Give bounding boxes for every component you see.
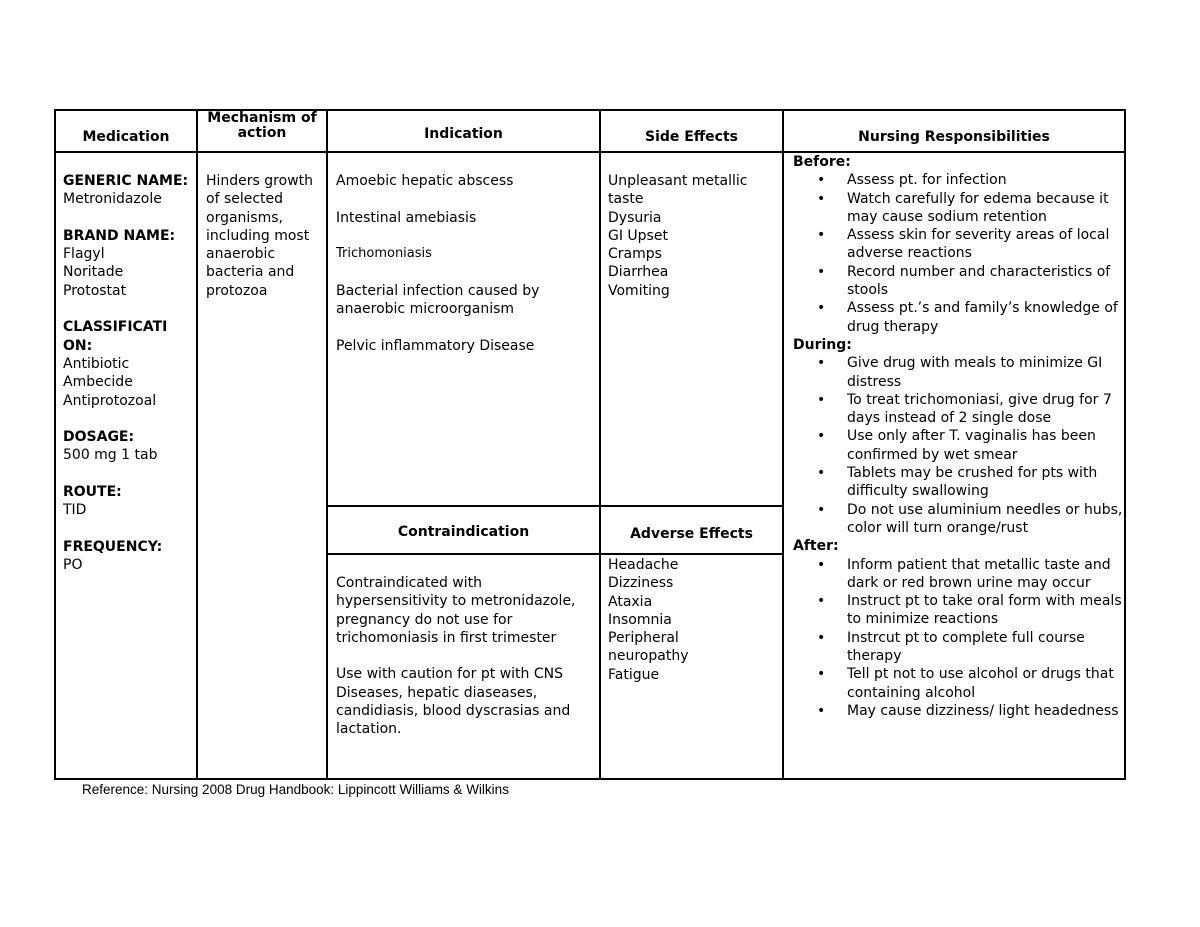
list-item: • Tablets may be crushed for pts with difficulty swallowing bbox=[793, 464, 1123, 501]
frequency-label: FREQUENCY: bbox=[63, 538, 163, 555]
side-effect-item: Diarrhea bbox=[608, 264, 669, 281]
nursing-cell bbox=[793, 153, 1123, 720]
adverse-effect-item: Ataxia bbox=[608, 593, 653, 610]
adverse-effect-item: Peripheral neuropathy bbox=[608, 630, 689, 665]
contraindication-cell bbox=[336, 574, 596, 739]
reference-citation: Reference: Nursing 2008 Drug Handbook: Lippincott Williams & Wilkins bbox=[82, 782, 509, 797]
list-item: • Assess skin for severity areas of local adverse reactions bbox=[793, 226, 1123, 263]
header-medication: Medication bbox=[82, 129, 170, 145]
adverse-effect-item: Insomnia bbox=[608, 611, 672, 628]
adverse-effect-item: Dizziness bbox=[608, 575, 674, 592]
classification-value: Antiprotozoal bbox=[63, 392, 157, 409]
brand-name-value: Noritade bbox=[63, 264, 124, 281]
classification-value: Antibiotic bbox=[63, 355, 130, 372]
dosage-label: DOSAGE: bbox=[63, 429, 135, 446]
frequency-value: PO bbox=[63, 557, 83, 574]
indication-item: Intestinal amebiasis bbox=[336, 209, 477, 226]
brand-name-value: Protostat bbox=[63, 282, 127, 299]
section-divider bbox=[326, 505, 784, 507]
list-item: • Inform patient that metallic taste and dark or red brown urine may occur bbox=[793, 556, 1123, 593]
header-mechanism: Mechanism of action bbox=[207, 110, 317, 141]
during-list bbox=[793, 354, 1123, 537]
classification-value: Ambecide bbox=[63, 374, 133, 391]
after-list bbox=[793, 556, 1123, 721]
section-divider bbox=[326, 553, 784, 555]
list-item: • Do not use aluminium needles or hubs, color will turn orange/rust bbox=[793, 501, 1123, 538]
list-item: • May cause dizziness/ light headedness bbox=[793, 702, 1123, 720]
list-item: • Watch carefully for edema because it may cause sodium retention bbox=[793, 190, 1123, 227]
column-divider bbox=[326, 109, 328, 780]
route-label: ROUTE: bbox=[63, 484, 122, 501]
list-item: • Instrcut pt to complete full course therapy bbox=[793, 629, 1123, 666]
list-item: • Instruct pt to take oral form with meals to minimize reactions bbox=[793, 592, 1123, 629]
adverse-effects-cell bbox=[608, 556, 778, 684]
side-effect-item: Cramps bbox=[608, 246, 662, 263]
indication-cell bbox=[336, 172, 596, 355]
list-item: • Give drug with meals to minimize GI distress bbox=[793, 354, 1123, 391]
after-label: After: bbox=[793, 538, 839, 555]
side-effect-item: Dysuria bbox=[608, 209, 662, 226]
brand-name-value: Flagyl bbox=[63, 246, 105, 263]
column-divider bbox=[599, 109, 601, 780]
route-value: TID bbox=[63, 502, 87, 519]
classification-label: CLASSIFICATI ON: bbox=[63, 319, 168, 354]
list-item: • Assess pt.’s and family’s knowledge of drug therapy bbox=[793, 299, 1123, 336]
indication-item: Amoebic hepatic abscess bbox=[336, 173, 514, 189]
before-label: Before: bbox=[793, 154, 851, 170]
header-side-effects: Side Effects bbox=[645, 129, 738, 145]
generic-name-value: Metronidazole bbox=[63, 191, 162, 208]
list-item: • Record number and characteristics of stools bbox=[793, 263, 1123, 300]
before-list bbox=[793, 171, 1123, 336]
header-adverse-effects: Adverse Effects bbox=[630, 526, 753, 542]
adverse-effect-item: Fatigue bbox=[608, 666, 660, 683]
mechanism-cell: Hinders growth of selected organisms, including most anaerobic bacteria and protozoa bbox=[206, 173, 314, 299]
header-contraindication: Contraindication bbox=[397, 524, 530, 540]
header-nursing-responsibilities: Nursing Responsibilities bbox=[858, 129, 1050, 145]
list-item: • Assess pt. for infection bbox=[793, 171, 1123, 189]
list-item: • Use only after T. vaginalis has been confirmed by wet smear bbox=[793, 427, 1123, 464]
indication-item: Bacterial infection caused by anaerobic microorganism bbox=[336, 282, 540, 318]
side-effect-item: GI Upset bbox=[608, 227, 668, 244]
side-effect-item: Unpleasant metallic taste bbox=[608, 173, 748, 208]
contraindication-item: Use with caution for pt with CNS Diseases, hepatic diaseases, candidiasis, blood dyscrasias and lactation. bbox=[336, 666, 571, 738]
medication-cell bbox=[63, 172, 195, 575]
side-effects-cell bbox=[608, 172, 778, 300]
list-item: • Tell pt not to use alcohol or drugs that containing alcohol bbox=[793, 665, 1123, 702]
column-divider bbox=[196, 109, 198, 780]
generic-name-label: GENERIC NAME: bbox=[63, 173, 189, 189]
indication-item: Trichomoniasis bbox=[336, 246, 432, 262]
indication-item: Pelvic inflammatory Disease bbox=[336, 337, 535, 354]
dosage-value: 500 mg 1 tab bbox=[63, 447, 158, 464]
brand-name-label: BRAND NAME: bbox=[63, 227, 176, 244]
column-divider bbox=[782, 109, 784, 780]
during-label: During: bbox=[793, 336, 852, 353]
side-effect-item: Vomiting bbox=[608, 282, 670, 299]
contraindication-item: Contraindicated with hypersensitivity to metronidazole, pregnancy do not use for trichomoniasis in first trimester bbox=[336, 575, 576, 646]
header-indication: Indication bbox=[424, 126, 503, 142]
list-item: • To treat trichomoniasi, give drug for 7 days instead of 2 single dose bbox=[793, 391, 1123, 428]
adverse-effect-item: Headache bbox=[608, 557, 679, 573]
